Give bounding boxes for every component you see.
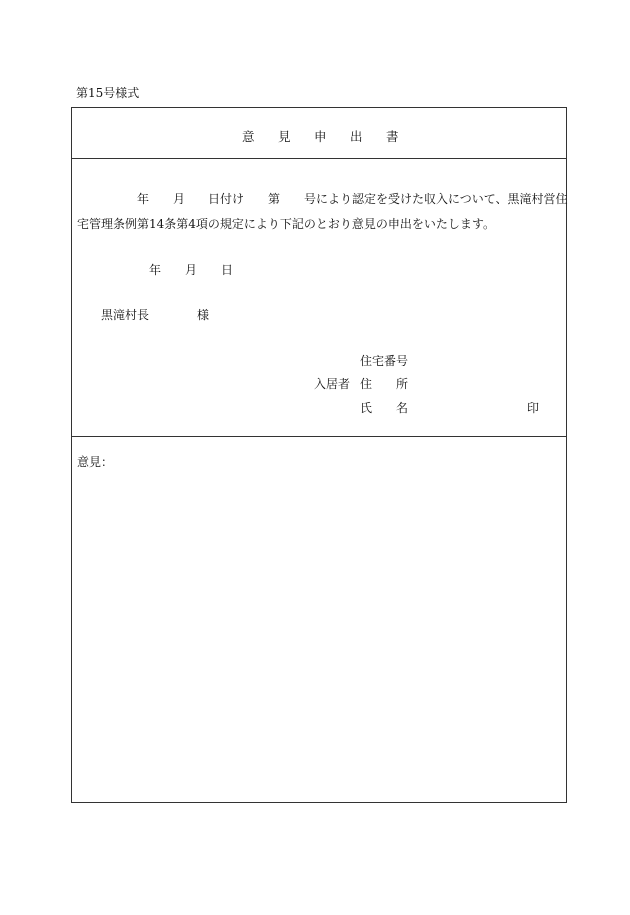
title-char-5: 書 xyxy=(386,129,399,144)
body-dated: 日付け xyxy=(208,192,245,206)
body-line2-text: 宅管理条例第14条第4項の規定により下記のとおり意見の申出をいたします。 xyxy=(77,217,495,231)
addressee-honorific: 様 xyxy=(197,308,210,322)
form-box xyxy=(71,107,567,803)
body-year: 年 xyxy=(137,192,150,206)
addressee-name: 黒滝村長 xyxy=(101,308,150,322)
title-row xyxy=(72,108,566,159)
title-char-4: 出 xyxy=(350,129,363,144)
title-char-2: 見 xyxy=(278,129,291,144)
title-char-1: 意 xyxy=(242,129,255,144)
declaration-section xyxy=(72,159,566,437)
body-month: 月 xyxy=(173,192,186,206)
form-number: 第15号様式 xyxy=(76,86,140,100)
body-line1-text: 号により認定を受けた収入について、黒滝村営住 xyxy=(304,192,568,206)
date-year: 年 xyxy=(149,263,162,277)
name-label-2: 名 xyxy=(396,401,409,415)
date-month: 月 xyxy=(185,263,198,277)
opinion-label: 意見： xyxy=(77,455,114,469)
housing-number-label: 住宅番号 xyxy=(360,354,409,368)
name-label-1: 氏 xyxy=(360,401,373,415)
resident-label: 入居者 xyxy=(314,377,351,391)
date-day: 日 xyxy=(221,263,234,277)
address-label-1: 住 xyxy=(360,377,373,391)
address-label-2: 所 xyxy=(396,377,409,391)
seal-mark: 印 xyxy=(527,401,540,415)
body-number-prefix: 第 xyxy=(268,192,281,206)
opinion-section[interactable] xyxy=(72,437,566,802)
title-char-3: 申 xyxy=(314,129,327,144)
